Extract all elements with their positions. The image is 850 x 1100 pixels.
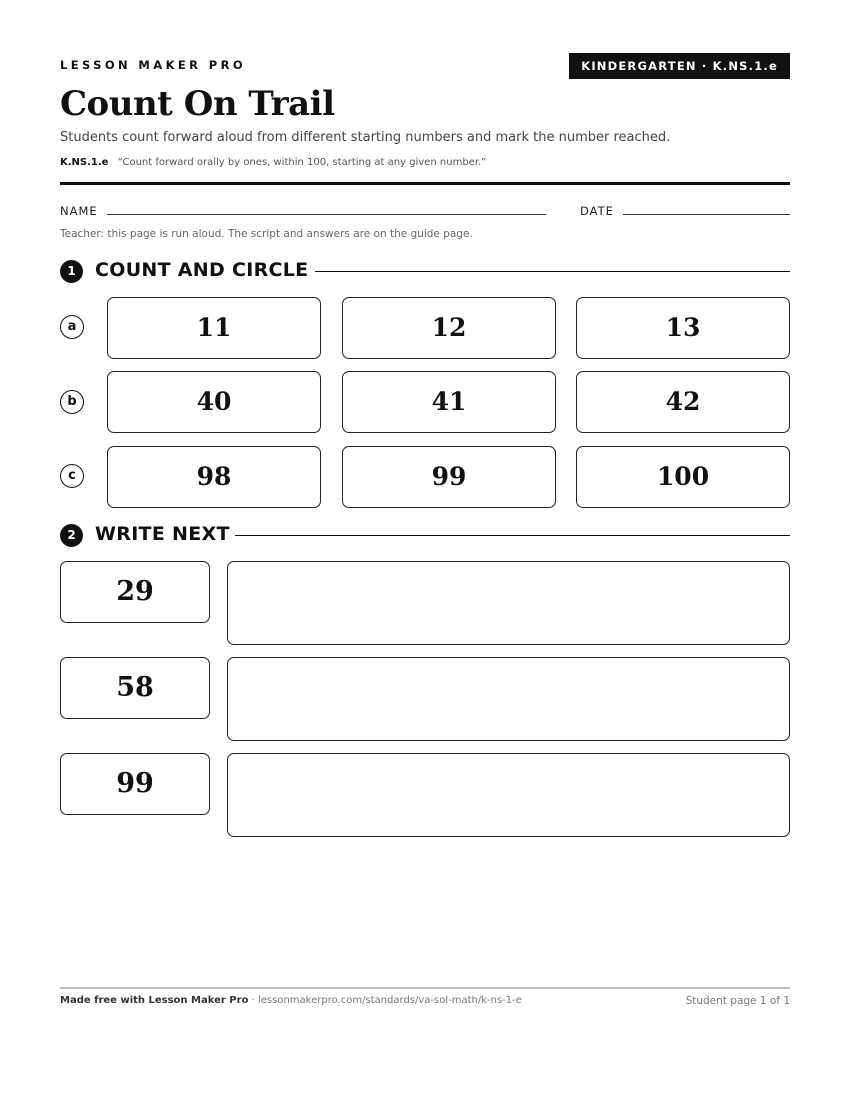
start-number-box: 99 xyxy=(60,753,210,815)
section-divider xyxy=(315,271,790,272)
row-letter-a: a xyxy=(60,315,84,339)
row-letter-c: c xyxy=(60,464,84,488)
name-field[interactable] xyxy=(107,214,546,215)
page-title: Count On Trail xyxy=(60,84,335,124)
standard-text: “Count forward orally by ones, within 100, starting at any given number.” xyxy=(117,157,487,168)
footer-page-number: Student page 1 of 1 xyxy=(685,995,790,1007)
date-label: DATE xyxy=(580,204,614,218)
section-write-next-header xyxy=(60,523,790,547)
number-choice-box[interactable]: 42 xyxy=(576,371,790,433)
footer-url[interactable]: · lessonmakerpro.com/standards/va-sol-math/k-ns-1-e xyxy=(248,995,522,1006)
answer-writing-box[interactable] xyxy=(227,657,790,741)
number-choice-box[interactable]: 100 xyxy=(576,446,790,508)
footer-credit xyxy=(60,995,522,1006)
section-title: COUNT AND CIRCLE xyxy=(95,259,309,281)
section-number-badge: 2 xyxy=(60,524,83,547)
number-choice-box[interactable]: 99 xyxy=(342,446,556,508)
page-subtitle: Students count forward aloud from different starting numbers and mark the number reached. xyxy=(60,130,671,145)
teacher-note: Teacher: this page is run aloud. The script and answers are on the guide page. xyxy=(60,228,473,240)
header-divider xyxy=(60,182,790,185)
number-choice-box[interactable]: 12 xyxy=(342,297,556,359)
section-number-badge: 1 xyxy=(60,260,83,283)
name-label: NAME xyxy=(60,204,98,218)
date-field[interactable] xyxy=(623,214,790,215)
grade-standard-badge: KINDERGARTEN · K.NS.1.e xyxy=(569,53,790,79)
start-number-box: 29 xyxy=(60,561,210,623)
number-choice-box[interactable]: 98 xyxy=(107,446,321,508)
start-number-box: 58 xyxy=(60,657,210,719)
number-choice-box[interactable]: 41 xyxy=(342,371,556,433)
number-choice-box[interactable]: 11 xyxy=(107,297,321,359)
standard-code: K.NS.1.e xyxy=(60,157,109,168)
number-choice-box[interactable]: 40 xyxy=(107,371,321,433)
footer-made-with: Made free with Lesson Maker Pro xyxy=(60,995,249,1006)
section-title: WRITE NEXT xyxy=(95,523,230,545)
row-letter-b: b xyxy=(60,390,84,414)
answer-writing-box[interactable] xyxy=(227,561,790,645)
worksheet-page xyxy=(60,0,790,1100)
footer-divider xyxy=(60,987,790,989)
standard-line xyxy=(60,157,486,168)
number-choice-box[interactable]: 13 xyxy=(576,297,790,359)
answer-writing-box[interactable] xyxy=(227,753,790,837)
section-count-and-circle-header xyxy=(60,259,790,283)
brand-name: LESSON MAKER PRO xyxy=(60,58,247,72)
section-divider xyxy=(235,535,790,536)
